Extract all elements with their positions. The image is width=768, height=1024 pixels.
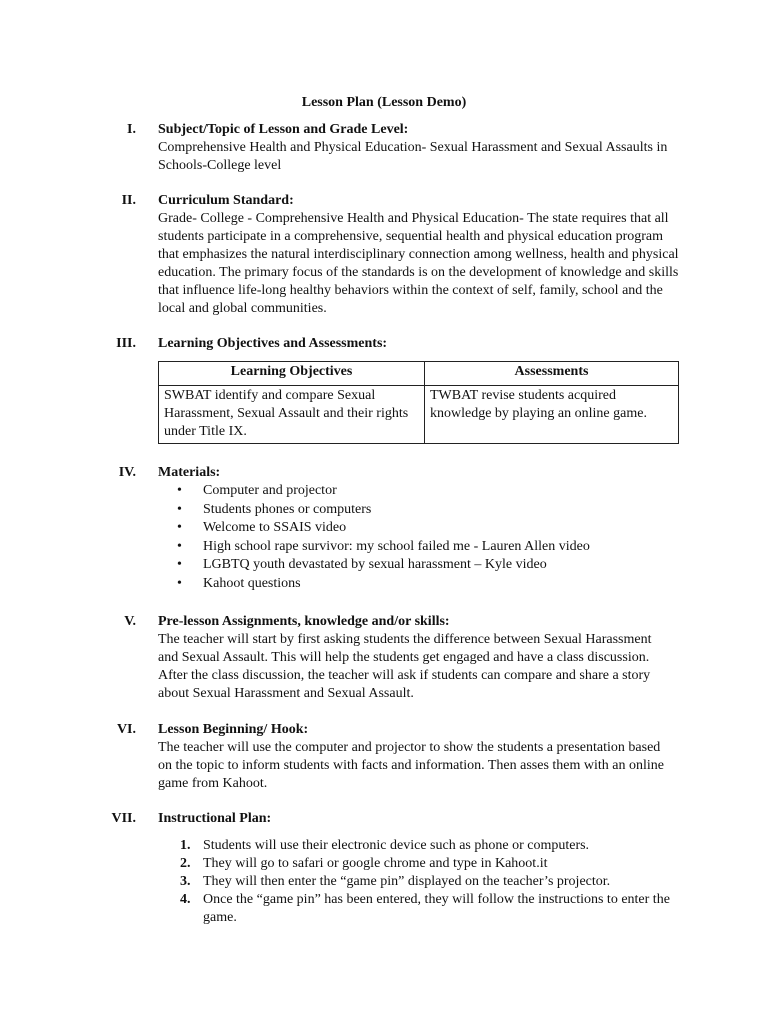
table-header-row	[159, 362, 679, 386]
bullet-icon: •	[177, 483, 182, 498]
list-item	[158, 501, 683, 520]
section-heading: Learning Objectives and Assessments:	[158, 336, 388, 351]
list-item	[158, 891, 683, 927]
table-cell-assessment: TWBAT revise students acquired knowledge by playing an online game.	[425, 386, 679, 444]
step-number: 2.	[180, 856, 191, 871]
list-item	[158, 837, 683, 855]
step-text: They will then enter the “game pin” displayed on the teacher’s projector.	[203, 874, 611, 889]
section-number: IV.	[118, 465, 136, 480]
list-item	[158, 538, 683, 557]
section-number: VI.	[116, 722, 136, 737]
section-text: The teacher will start by first asking students the difference between Sexual Harassment and Sexual Assault. This will help the students get engaged and have a class discussion. After the class discussion, the teacher will ask if students can compare and share a story about Sexual Harassment and Sexual Assault.	[158, 632, 652, 701]
list-item	[158, 855, 683, 873]
section-heading: Subject/Topic of Lesson and Grade Level:	[158, 122, 409, 137]
section-text: Grade- College - Comprehensive Health and Physical Education- The state requires that all students participate in a comprehensive, sequential health and physical education program that emphasizes the natural interdisciplinary connection among wellness, health and physical education. The primary focus of the standards is on the development of knowledge and skills that influence life-long healthy behaviors within the context of self, family, school and the local and global communities.	[158, 211, 679, 316]
section-heading: Curriculum Standard:	[158, 193, 294, 208]
materials-list	[158, 482, 683, 594]
list-item-text: LGBTQ youth devastated by sexual harassment – Kyle video	[203, 557, 547, 573]
list-item	[158, 873, 683, 891]
table-cell-objective: SWBAT identify and compare Sexual Harassment, Sexual Assault and their rights under Title IX.	[159, 386, 425, 444]
list-item	[158, 519, 683, 538]
section-text: Comprehensive Health and Physical Education- Sexual Harassment and Sexual Assaults in Schools-College level	[158, 140, 668, 173]
list-item-text: Computer and projector	[203, 483, 337, 498]
bullet-icon: •	[177, 501, 182, 517]
list-item-text: Students phones or computers	[203, 501, 372, 517]
step-number: 1.	[180, 838, 191, 853]
section-number: VII.	[111, 811, 136, 826]
step-text: They will go to safari or google chrome and type in Kahoot.it	[203, 856, 548, 871]
section-text: The teacher will use the computer and projector to show the students a presentation based on the topic to inform students with facts and information. Then asses them with an online game from Kahoot.	[158, 740, 664, 791]
table-header-assessments: Assessments	[425, 362, 679, 386]
section-heading: Materials:	[158, 465, 221, 480]
table-header-objectives: Learning Objectives	[159, 362, 425, 386]
page-title: Lesson Plan (Lesson Demo)	[301, 95, 467, 110]
step-number: 3.	[180, 874, 191, 889]
list-item	[158, 482, 683, 501]
section-number: III.	[116, 336, 136, 351]
section-heading: Instructional Plan:	[158, 811, 272, 826]
section-heading: Lesson Beginning/ Hook:	[158, 722, 309, 737]
section-number: II.	[121, 193, 136, 208]
bullet-icon: •	[177, 538, 182, 554]
list-item	[158, 556, 683, 575]
bullet-icon: •	[177, 557, 182, 573]
list-item	[158, 575, 683, 594]
table-row	[159, 386, 679, 444]
section-heading: Pre-lesson Assignments, knowledge and/or skills:	[158, 614, 450, 629]
section-number: I.	[127, 122, 136, 137]
section-number: V.	[124, 614, 136, 629]
step-text: Students will use their electronic device such as phone or computers.	[203, 838, 590, 853]
objectives-table	[158, 361, 679, 444]
step-text: Once the “game pin” has been entered, they will follow the instructions to enter the game.	[203, 892, 670, 925]
list-item-text: Welcome to SSAIS video	[203, 520, 347, 536]
step-number: 4.	[180, 892, 191, 907]
bullet-icon: •	[177, 575, 182, 591]
bullet-icon: •	[177, 520, 182, 536]
list-item-text: Kahoot questions	[203, 575, 301, 591]
instruction-steps	[158, 837, 683, 927]
list-item-text: High school rape survivor: my school failed me - Lauren Allen video	[203, 538, 590, 554]
